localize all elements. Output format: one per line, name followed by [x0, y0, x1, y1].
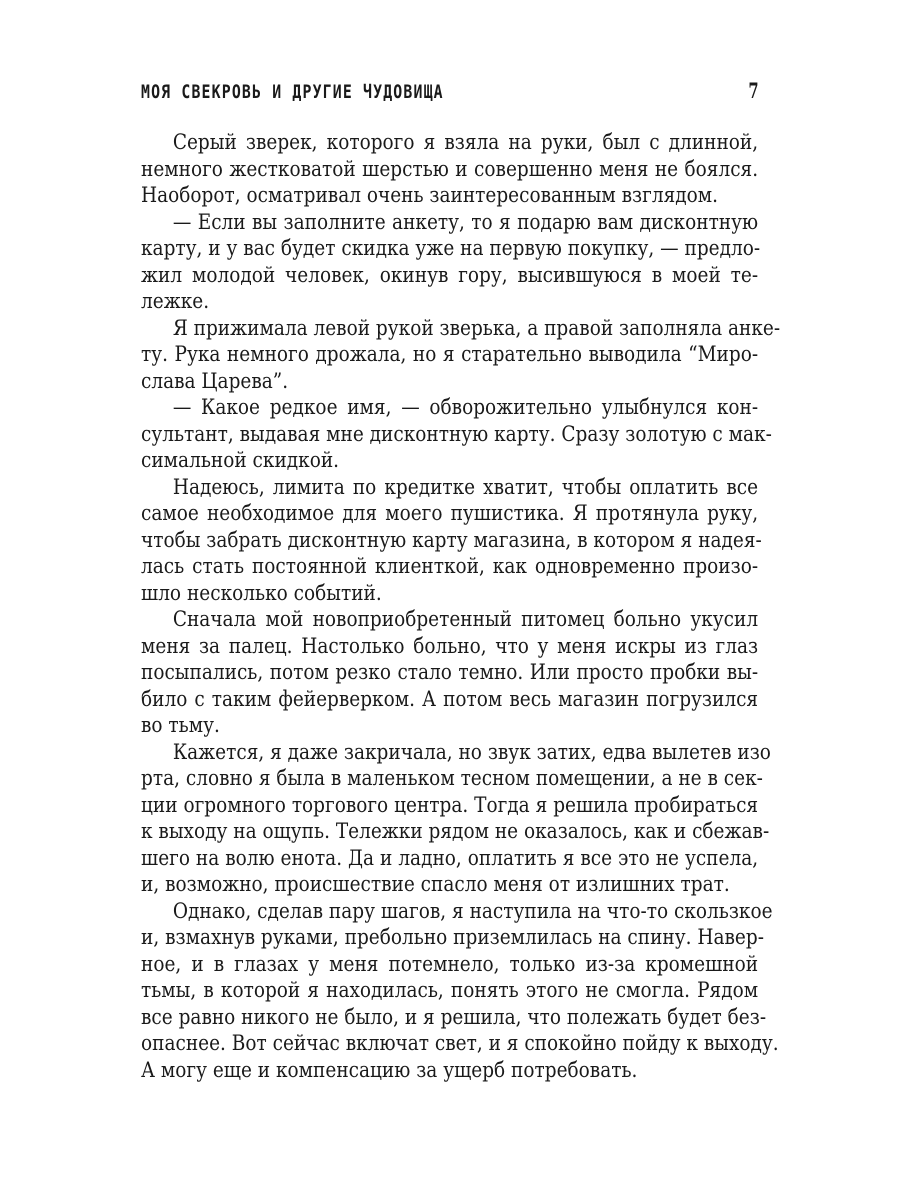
text-line: жил молодой человек, окинув гору, высившуюся в моей те-: [141, 262, 759, 288]
text-line: Кажется, я даже закричала, но звук затих, едва вылетев изо: [172, 739, 771, 765]
text-line: слава Царева”.: [141, 368, 289, 394]
text-line: посыпались, потом резко стало темно. Или просто пробки вы-: [141, 660, 759, 685]
text-line: опаснее. Вот сейчас включат свет, и я спокойно пойду к выходу.: [141, 1031, 779, 1056]
page-number: 7: [748, 78, 759, 103]
text-line: ту. Рука немного дрожала, но я старательно выводила “Миро-: [141, 342, 759, 367]
paragraph: [141, 209, 761, 316]
text-line: Надеюсь, лимита по кредитке хватит, чтобы оплатить все: [172, 474, 759, 500]
text-line: карту, и у вас будет скидка уже на первую покупку, — предло-: [141, 236, 761, 261]
text-line: Наоборот, осматривал очень заинтересованным взглядом.: [141, 183, 719, 208]
book-title: МОЯ СВЕКРОВЬ И ДРУГИЕ ЧУДОВИЩА: [141, 81, 444, 103]
text-line: и, возможно, происшествие спасло меня от излишних трат.: [141, 872, 730, 897]
text-line: симальной скидкой.: [141, 448, 340, 473]
text-line: било с таким фейерверком. А потом весь магазин погрузился: [141, 686, 759, 712]
text-line: тьмы, в которой я находилась, понять этого не смогла. Рядом: [141, 978, 759, 1003]
text-line: ное, и в глазах у меня потемнело, только из-за кромешной: [141, 951, 759, 977]
text-line: рта, словно я была в маленьком тесном помещении, а не в сек-: [141, 766, 763, 791]
text-line: Серый зверек, которого я взяла на руки, был с длинной,: [172, 130, 759, 155]
text-line: немного жестковатой шерстью и совершенно меня не боялся.: [141, 156, 759, 182]
text-line: во тьму.: [141, 713, 220, 738]
text-line: самое необходимое для моего пушистика. Я протянула руку,: [141, 501, 759, 526]
paragraph: [141, 898, 779, 1085]
text-line: лась стать постоянной клиенткой, как одновременно произо-: [141, 554, 759, 579]
text-line: меня за палец. Настолько больно, что у меня искры из глаз: [141, 633, 759, 659]
paragraph: [141, 607, 758, 740]
text-line: Сначала мой новоприобретенный питомец больно укусил: [172, 607, 759, 632]
running-header: [141, 78, 759, 112]
text-line: чтобы забрать дисконтную карту магазина, в котором я надея-: [141, 527, 762, 553]
text-line: шего на волю енота. Да и ладно, оплатить я все это не успела,: [141, 845, 759, 871]
paragraph: [141, 130, 758, 210]
paragraph: [141, 395, 772, 475]
text-line: ции огромного торгового центра. Тогда я решила пробираться: [141, 792, 759, 818]
text-line: Я прижимала левой рукой зверька, а правой заполняла анке-: [172, 315, 781, 341]
text-line: — Если вы заполните анкету, то я подарю вам дисконтную: [172, 209, 759, 235]
text-line: все равно никого не было, и я решила, что полежать будет без-: [141, 1004, 767, 1030]
text-line: лежке.: [141, 289, 210, 314]
paragraph: [141, 474, 762, 608]
text-line: сультант, выдавая мне дисконтную карту. Сразу золотую с мак-: [141, 421, 772, 447]
paragraph: [141, 315, 781, 396]
text-line: к выходу на ощупь. Тележки рядом не оказалось, как и сбежав-: [141, 819, 770, 844]
paragraph: [141, 739, 771, 899]
body-text: [141, 130, 781, 1084]
text-line: Однако, сделав пару шагов, я наступила на что-то скользкое: [172, 898, 773, 924]
text-line: и, взмахнув руками, пребольно приземлилась на спину. Навер-: [141, 925, 764, 950]
text-line: А могу еще и компенсацию за ущерб потребовать.: [141, 1057, 638, 1083]
text-line: — Какое редкое имя, — обворожительно улыбнулся кон-: [172, 395, 759, 420]
text-line: шло несколько событий.: [141, 580, 382, 606]
